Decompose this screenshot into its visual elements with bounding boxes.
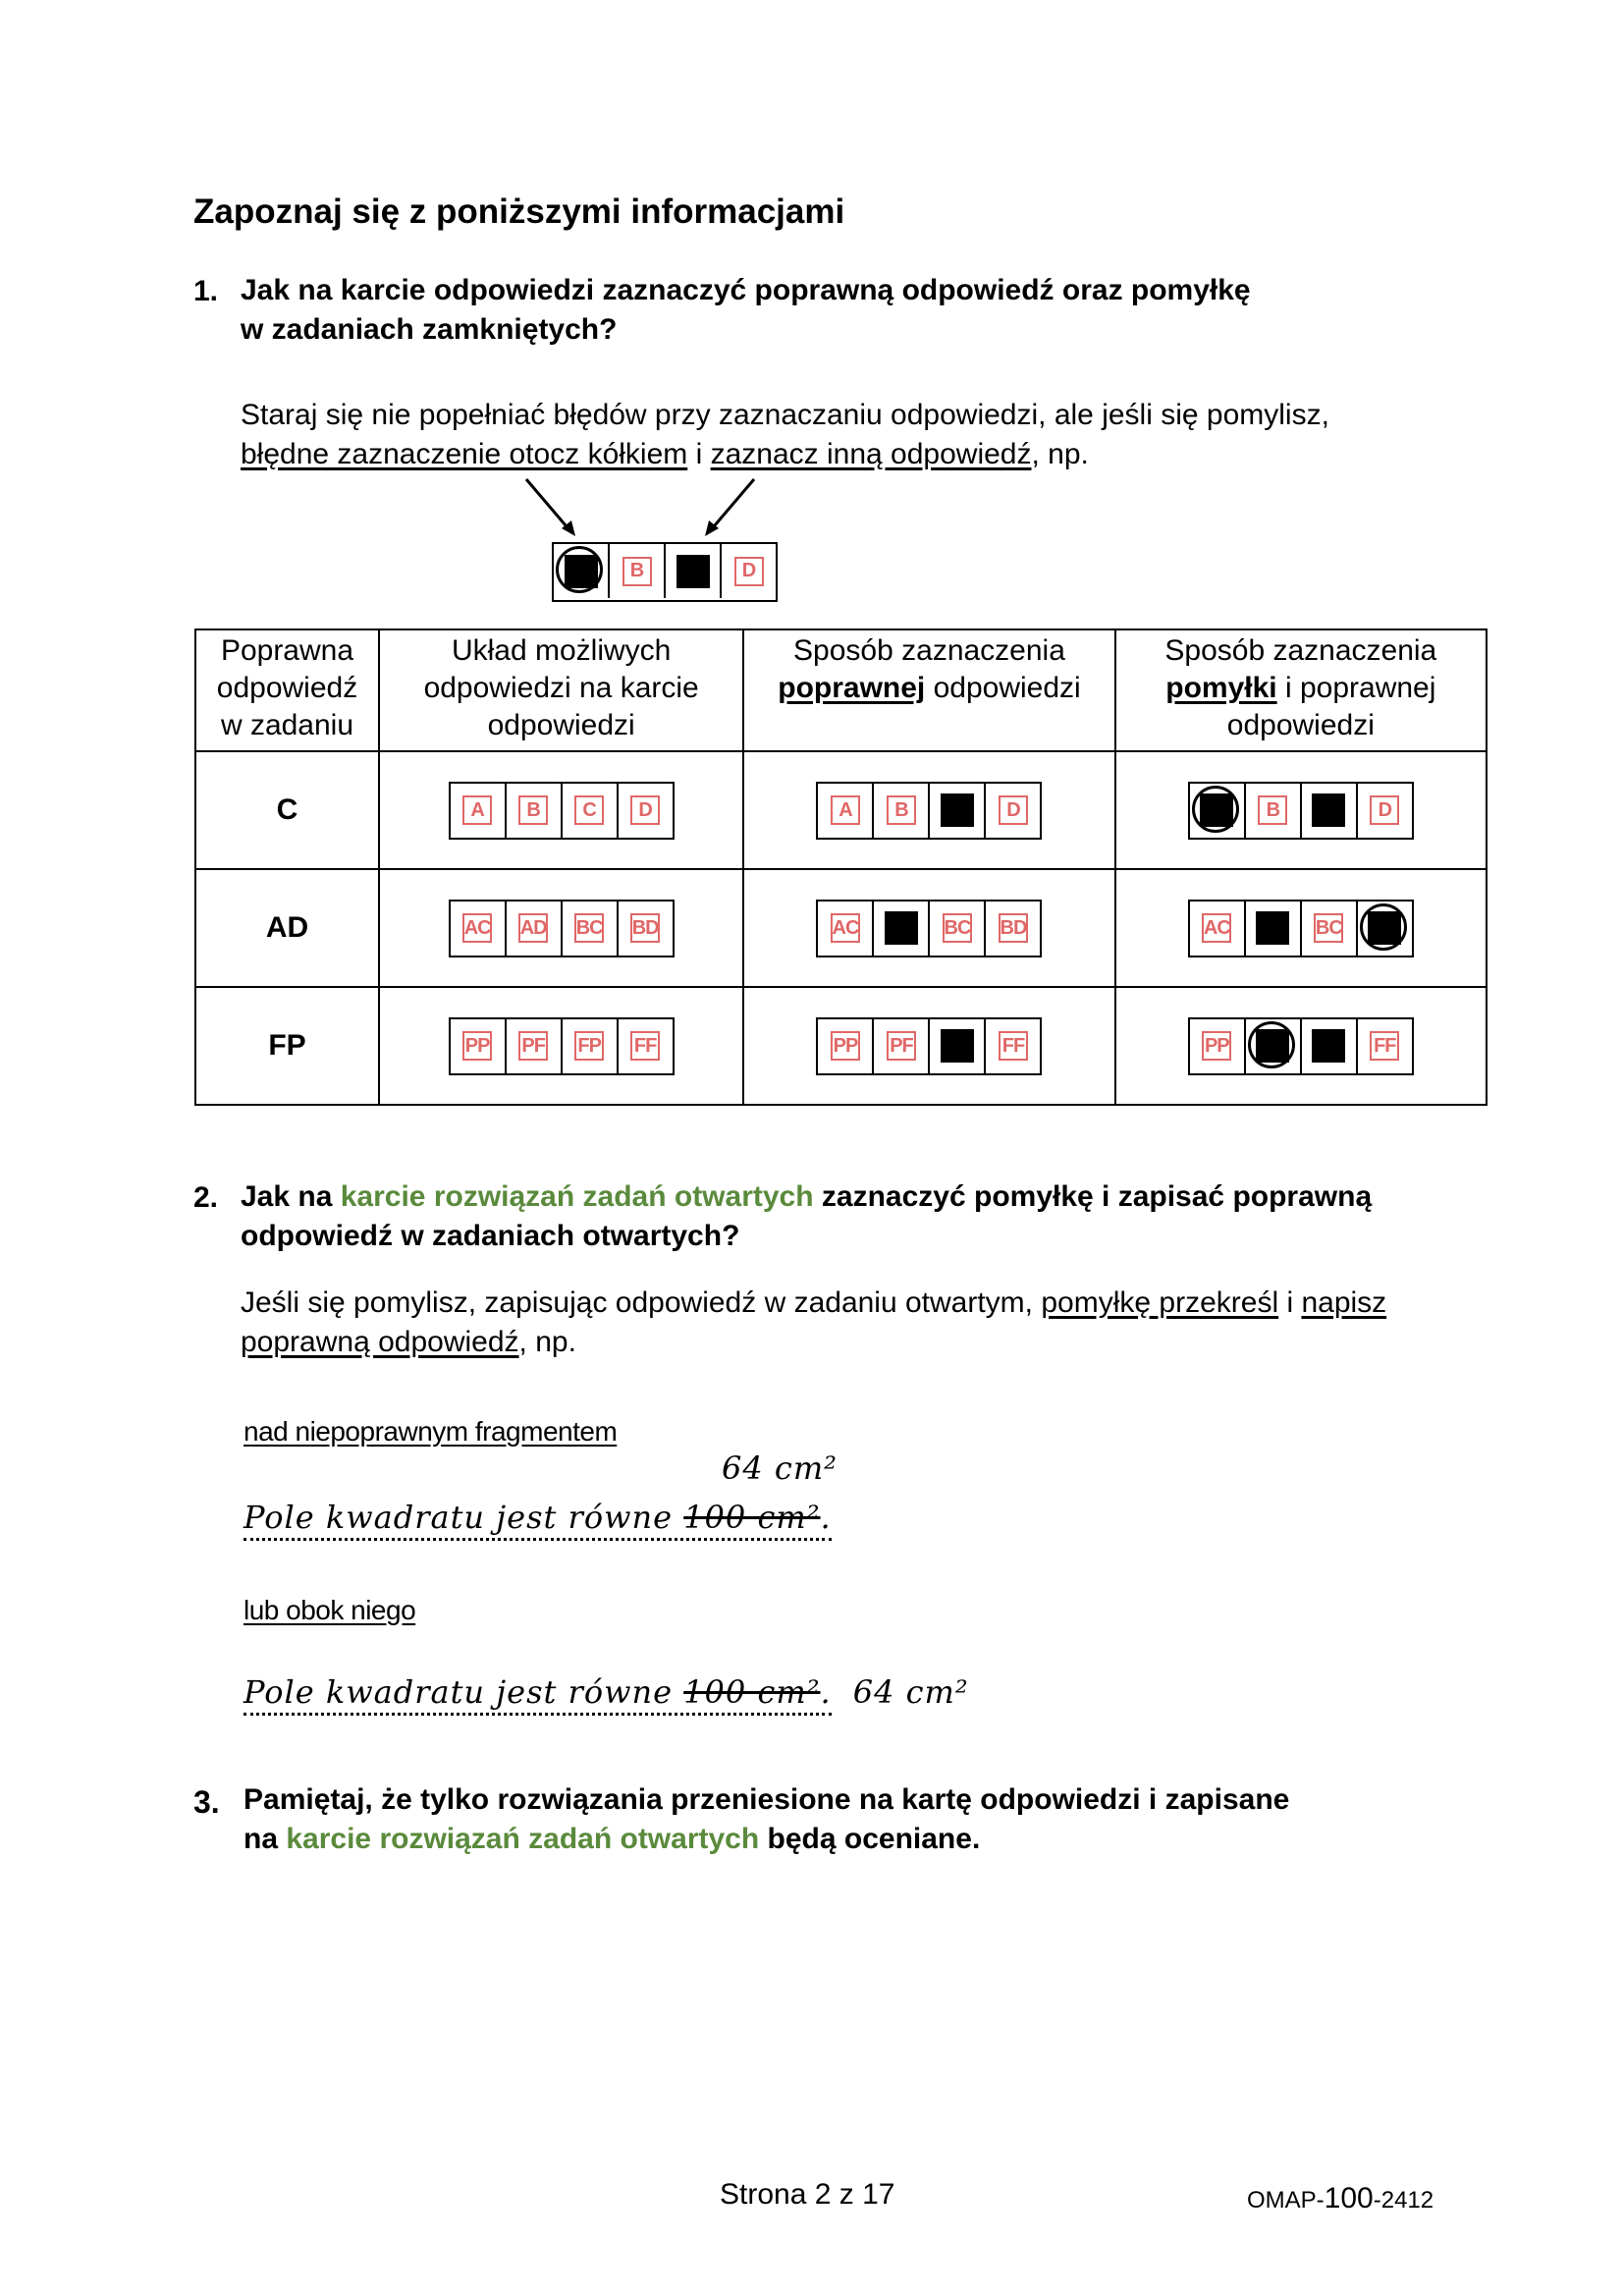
struck-text: 100 cm² — [683, 1499, 821, 1536]
code-part-b: 100 — [1324, 2182, 1374, 2214]
q3-line-2 — [243, 1820, 1289, 1859]
error-circle — [1360, 903, 1407, 951]
row-layout — [379, 751, 743, 869]
q3-green-text: karcie rozwiązań zadań otwartych — [286, 1823, 760, 1855]
row-error-marking — [1115, 869, 1487, 987]
option-letter: A — [462, 795, 492, 825]
q2-underline-2: napisz — [1301, 1286, 1387, 1319]
hand-dot: . — [820, 1499, 832, 1536]
code-part-c: -2412 — [1373, 2187, 1434, 2214]
q2-l1a: Jak na — [241, 1180, 341, 1213]
handwritten-example-1 — [243, 1499, 832, 1536]
question-1-title — [241, 271, 1251, 350]
option-letter: BC — [1314, 913, 1343, 943]
page-title: Zapoznaj się z poniższymi informacjami — [193, 192, 845, 231]
option-letter: C — [574, 795, 604, 825]
filled-mark — [941, 1029, 974, 1063]
q2-line-2: odpowiedź w zadaniach otwartych? — [241, 1220, 740, 1252]
q1-para-line-1: Staraj się nie popełniać błędów przy zaznaczaniu odpowiedzi, ale jeśli się pomylisz, — [241, 399, 1329, 431]
option-letter: PP — [462, 1031, 492, 1061]
header-4-rest: i poprawnej odpowiedzi — [1226, 672, 1436, 741]
q1-mid-text: i — [687, 438, 711, 470]
q1-underline-2: zaznacz inną odpowiedź — [710, 438, 1032, 470]
row-layout — [379, 869, 743, 987]
q2-l1b: zaznaczyć pomyłkę i zapisać poprawną — [813, 1180, 1373, 1213]
header-correct-marking — [743, 629, 1114, 751]
handwritten-example-2 — [243, 1673, 969, 1711]
label-beside: lub obok niego — [243, 1595, 416, 1625]
option-letter: BC — [943, 913, 972, 943]
option-letter: D — [999, 795, 1028, 825]
filled-mark — [1256, 911, 1289, 945]
question-1-paragraph — [241, 396, 1329, 474]
table-header-row — [195, 629, 1487, 751]
example-cell-a-filled-circled — [554, 544, 608, 598]
label-above: nad niepoprawnym fragmentem — [243, 1416, 618, 1447]
q1-para-line-2 — [241, 435, 1329, 474]
header-4-bold: pomyłki — [1165, 672, 1277, 704]
header-4-line-2 — [1117, 670, 1485, 744]
option-letter: BD — [999, 913, 1028, 943]
filled-mark — [1312, 1029, 1345, 1063]
q2-underline-1: pomyłkę przekreśl — [1041, 1286, 1279, 1319]
row-answer: FP — [195, 987, 379, 1105]
marking-table — [194, 629, 1488, 1106]
header-layout — [379, 629, 743, 751]
error-circle — [1248, 1021, 1295, 1068]
row-layout — [379, 987, 743, 1105]
row-answer: C — [195, 751, 379, 869]
q2-para-line-2 — [241, 1323, 1386, 1362]
q2-p2end: , np. — [518, 1326, 576, 1358]
header-correct-answer — [195, 629, 379, 751]
question-3-number: 3. — [193, 1784, 220, 1820]
example-answer-boxes — [552, 542, 778, 602]
row-answer: AD — [195, 869, 379, 987]
q2-underline-3: poprawną odpowiedź — [241, 1326, 519, 1358]
filled-mark — [941, 793, 974, 827]
header-3-line-2 — [745, 670, 1112, 707]
table-row — [195, 987, 1487, 1105]
option-letter: B — [1258, 795, 1287, 825]
example-cell-d — [720, 544, 776, 598]
example-letter-d: D — [734, 557, 764, 586]
hand-dot: . — [820, 1673, 832, 1711]
q2-p1a: Jeśli się pomylisz, zapisując odpowiedź w zadaniu otwartym, — [241, 1286, 1042, 1319]
question-2-number: 2. — [193, 1181, 219, 1214]
q3-l2a: na — [243, 1823, 287, 1855]
page-number: Strona 2 z 17 — [720, 2178, 895, 2211]
header-2-text: Układ możliwych odpowiedzi na karcie odpowiedzi — [423, 634, 699, 741]
error-circle — [556, 546, 603, 593]
correction-above: 64 cm² — [722, 1449, 838, 1487]
hand-text: Pole kwadratu jest równe — [243, 1673, 684, 1711]
q3-line-1: Pamiętaj, że tylko rozwiązania przeniesione na kartę odpowiedzi i zapisane — [243, 1783, 1290, 1816]
option-letter: PP — [1202, 1031, 1231, 1061]
option-letter: AD — [518, 913, 548, 943]
header-3-line-1: Sposób zaznaczenia — [793, 634, 1065, 667]
option-letter: FP — [574, 1031, 604, 1061]
example-arrows — [511, 473, 766, 542]
option-letter: FF — [630, 1031, 660, 1061]
option-letter: D — [1370, 795, 1399, 825]
row-error-marking — [1115, 751, 1487, 869]
q1-underline-1: błędne zaznaczenie otocz kółkiem — [241, 438, 688, 470]
filled-mark — [1312, 793, 1345, 827]
header-3-rest: odpowiedzi — [925, 672, 1081, 704]
header-4-line-1: Sposób zaznaczenia — [1164, 634, 1437, 667]
option-letter: FF — [999, 1031, 1028, 1061]
option-letter: PF — [887, 1031, 916, 1061]
question-3-text — [243, 1780, 1289, 1859]
row-correct-marking — [743, 751, 1114, 869]
option-letter: BC — [574, 913, 604, 943]
option-letter: D — [630, 795, 660, 825]
exam-code — [1247, 2182, 1434, 2215]
table-row — [195, 869, 1487, 987]
q2-green-text: karcie rozwiązań zadań otwartych — [340, 1180, 814, 1213]
option-letter: B — [518, 795, 548, 825]
example-cell-b — [608, 544, 664, 598]
dotted-answer-line — [243, 1673, 832, 1716]
table-row — [195, 751, 1487, 869]
option-letter: FF — [1370, 1031, 1399, 1061]
header-3-bold: poprawnej — [778, 672, 926, 704]
struck-text: 100 cm² — [683, 1673, 821, 1711]
header-1-text: Poprawna odpowiedź w zadaniu — [216, 634, 358, 741]
option-letter: B — [887, 795, 916, 825]
question-2-paragraph — [241, 1284, 1386, 1362]
option-letter: PP — [831, 1031, 860, 1061]
filled-mark — [885, 911, 918, 945]
question-1-line-1: Jak na karcie odpowiedzi zaznaczyć poprawną odpowiedź oraz pomyłkę — [241, 274, 1251, 306]
q2-para-line-1 — [241, 1284, 1386, 1323]
row-correct-marking — [743, 987, 1114, 1105]
correction-beside: 64 cm² — [852, 1673, 969, 1711]
q1-end-text: , np. — [1031, 438, 1089, 470]
q3-l2b: będą oceniane. — [759, 1823, 981, 1855]
example-letter-b: B — [622, 557, 652, 586]
question-1-number: 1. — [193, 275, 219, 307]
example-cell-c-filled — [664, 544, 720, 598]
error-circle — [1192, 786, 1239, 833]
row-error-marking — [1115, 987, 1487, 1105]
option-letter: AC — [1202, 913, 1231, 943]
question-1-line-2: w zadaniach zamkniętych? — [241, 313, 618, 346]
hand-text: Pole kwadratu jest równe — [243, 1499, 684, 1536]
option-letter: AC — [831, 913, 860, 943]
option-letter: AC — [462, 913, 492, 943]
q2-line-1 — [241, 1177, 1372, 1217]
question-2-title — [241, 1177, 1372, 1256]
row-correct-marking — [743, 869, 1114, 987]
dotted-answer-line — [243, 1499, 832, 1541]
option-letter: A — [831, 795, 860, 825]
header-error-marking — [1115, 629, 1487, 751]
code-part-a: OMAP- — [1247, 2187, 1325, 2214]
q2-p1mid: i — [1278, 1286, 1302, 1319]
option-letter: PF — [518, 1031, 548, 1061]
option-letter: BD — [630, 913, 660, 943]
